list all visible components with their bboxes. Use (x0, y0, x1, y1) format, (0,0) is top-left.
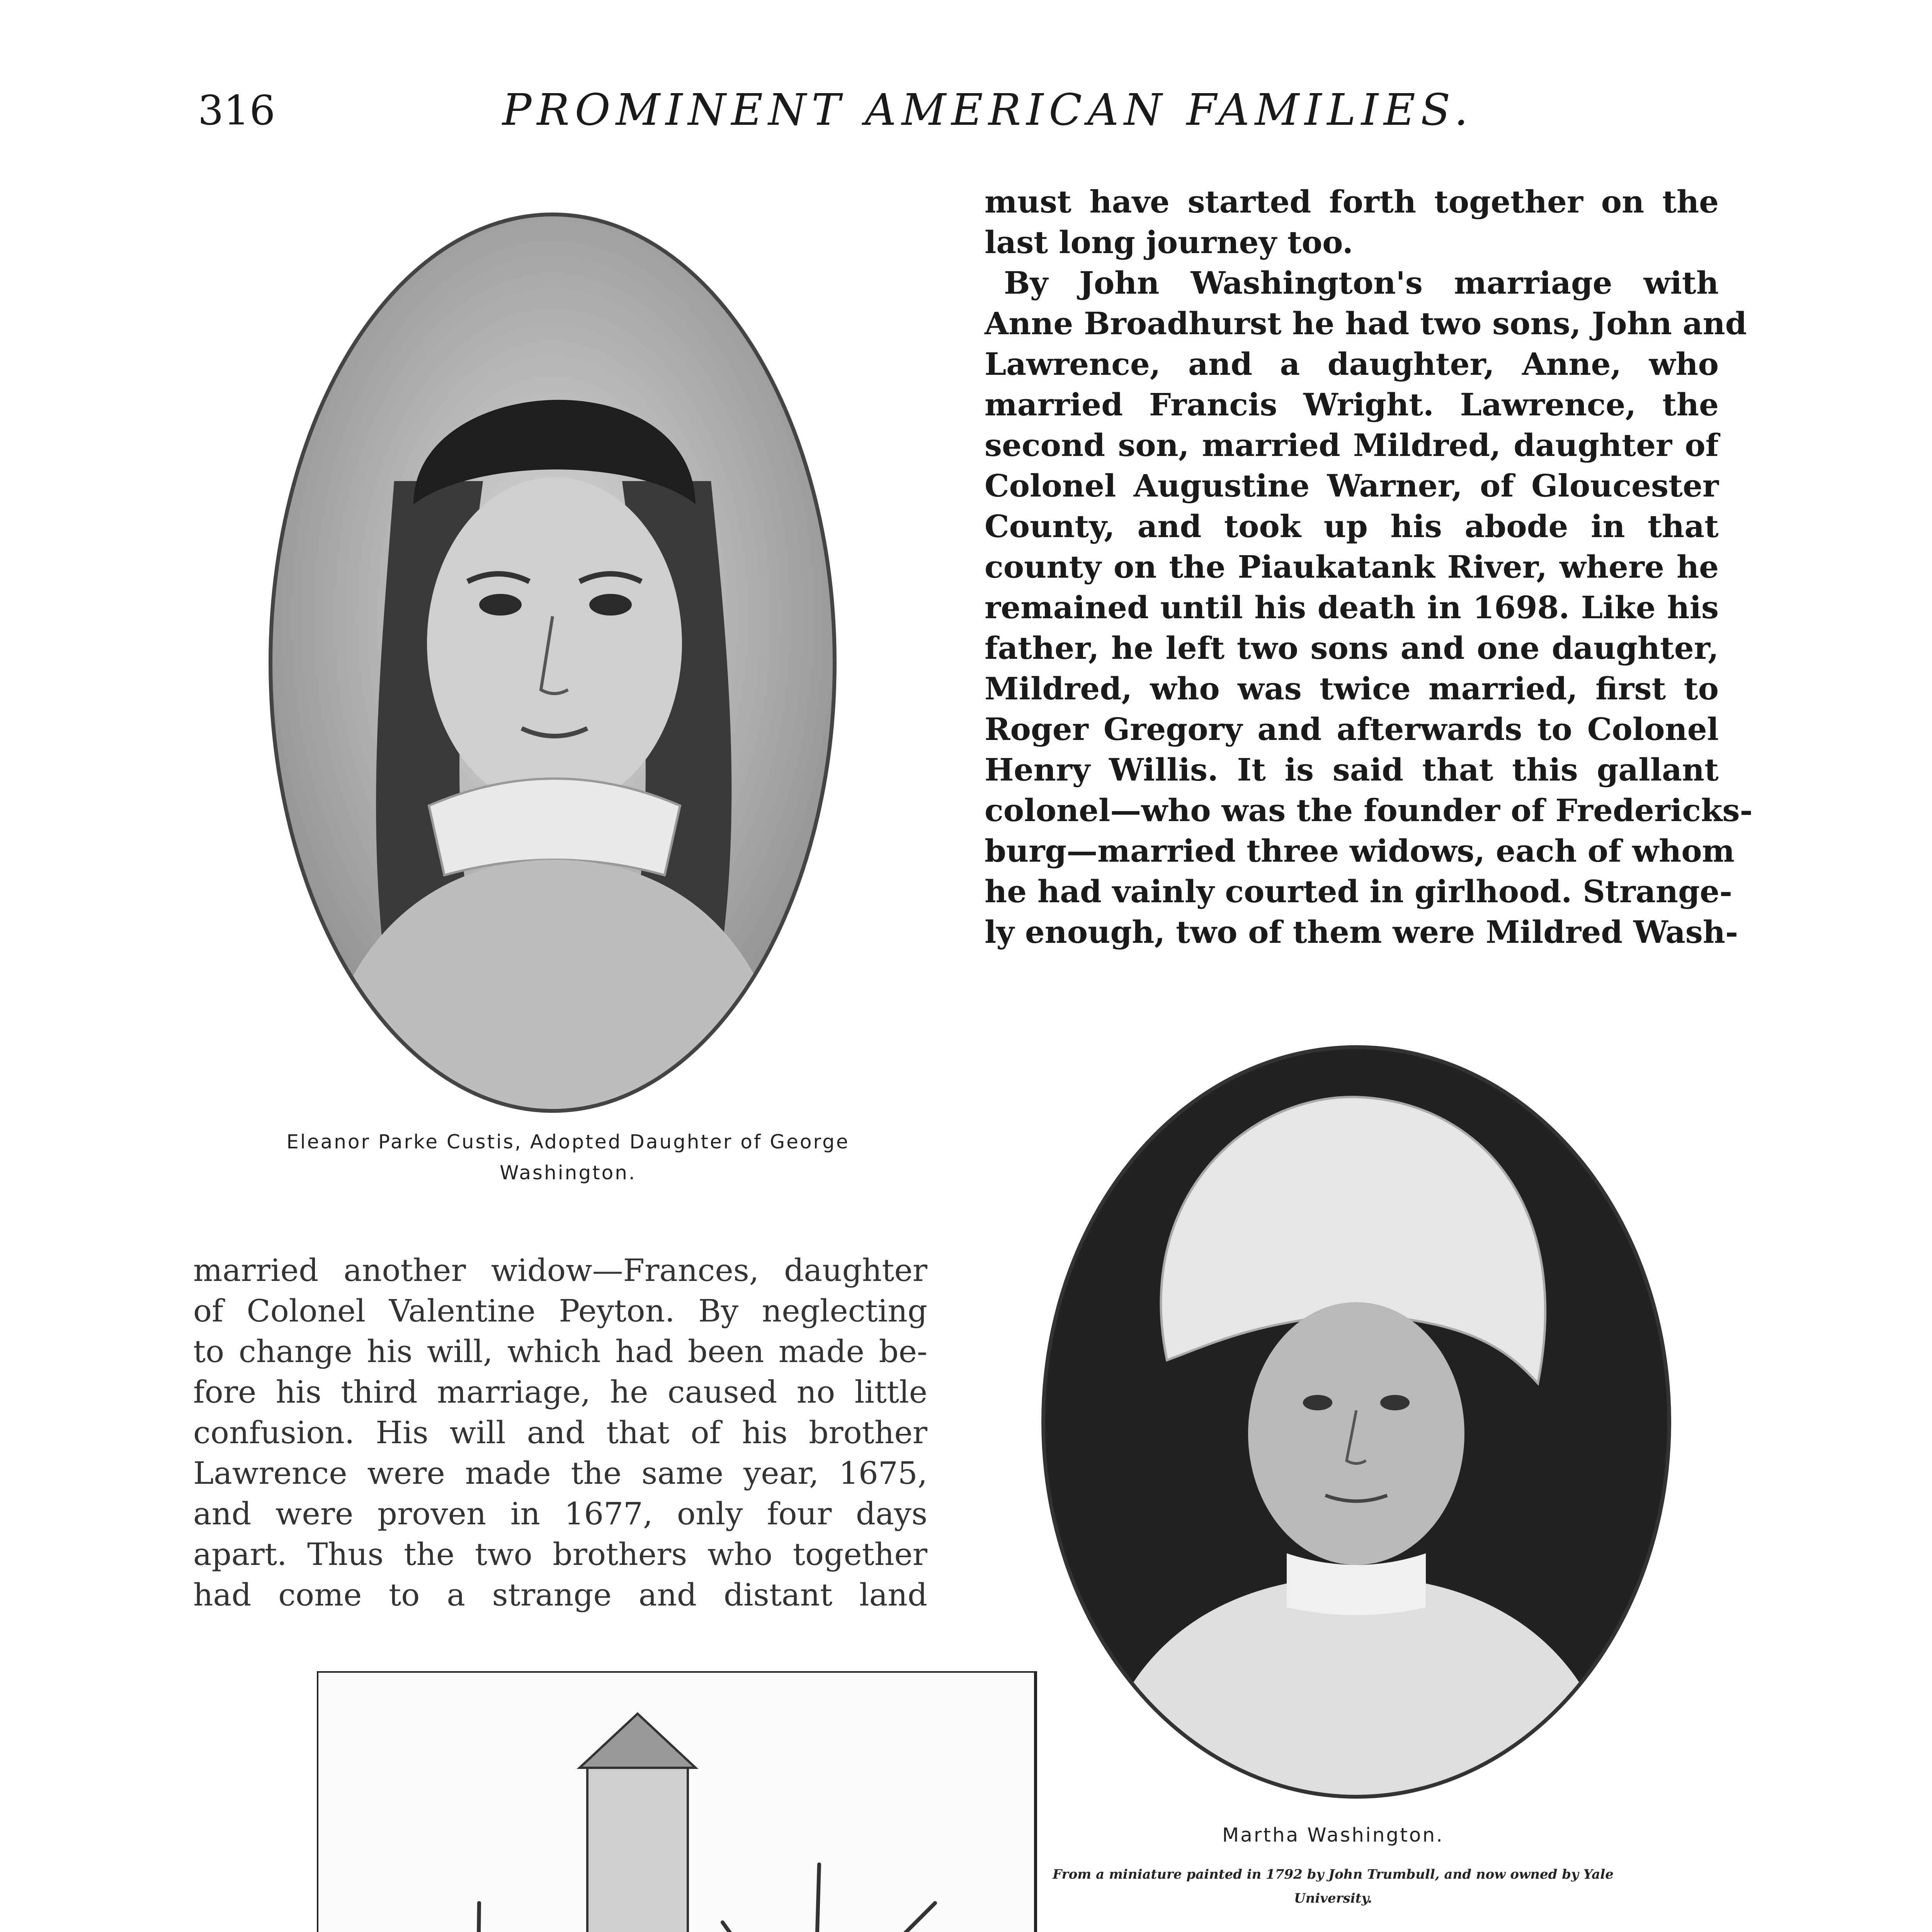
text-line: Henry Willis. It is said that this gallant (985, 752, 1719, 788)
text-line: he had vainly courted in girlhood. Strange- (985, 873, 1733, 910)
text-line: of Colonel Valentine Peyton. By neglecting (193, 1293, 927, 1329)
text-line: second son, married Mildred, daughter of (985, 427, 1719, 463)
eleanor-portrait-caption: Eleanor Parke Custis, Adopted Daughter of George Washington. (286, 1131, 850, 1184)
text-line: ly enough, two of them were Mildred Wash- (985, 914, 1738, 950)
text-line: Mildred, who was twice married, first to (985, 670, 1719, 707)
eleanor-custis-portrait (267, 211, 838, 1115)
text-line: must have started forth together on the (985, 184, 1719, 220)
text-line: to change his will, which had been made be- (193, 1333, 927, 1369)
text-line: married another widow—Frances, daughter (193, 1252, 927, 1288)
text-line: colonel—who was the founder of Fredericks- (985, 792, 1753, 828)
text-line: County, and took up his abode in that (985, 508, 1719, 544)
text-line: county on the Piaukatank River, where he (985, 549, 1719, 585)
page-number: 316 (198, 87, 276, 134)
text-line: father, he left two sons and one daughter, (985, 630, 1719, 666)
text-line: last long journey too. (985, 224, 1353, 260)
running-title: PROMINENT AMERICAN FAMILIES. (502, 85, 1474, 135)
text-line: burg—married three widows, each of whom (985, 833, 1735, 869)
text-line: apart. Thus the two brothers who together (193, 1536, 927, 1572)
christ-church-illustration (317, 1671, 1619, 1932)
text-line: confusion. His will and that of his brother (193, 1415, 927, 1451)
martha-portrait-credit: From a miniature painted in 1792 by John Trumbull, and now owned by Yale University. (1053, 1867, 1614, 1906)
right-column-text (985, 182, 1753, 952)
text-line: remained until his death in 1698. Like his (985, 589, 1719, 626)
text-line: Colonel Augustine Warner, of Gloucester (985, 468, 1719, 504)
text-line: Lawrence, and a daughter, Anne, who (985, 346, 1719, 382)
text-line: had come to a strange and distant land (193, 1577, 927, 1613)
text-line: and were proven in 1677, only four days (193, 1496, 927, 1532)
text-line: Roger Gregory and afterwards to Colonel (985, 711, 1719, 747)
text-line: Lawrence were made the same year, 1675, (193, 1455, 927, 1491)
text-line: fore his third marriage, he caused no little (193, 1374, 927, 1410)
text-line: married Francis Wright. Lawrence, the (985, 386, 1719, 423)
martha-portrait-caption: Martha Washington. (1222, 1824, 1444, 1846)
text-line: Anne Broadhurst he had two sons, John and (985, 305, 1747, 342)
left-column-text (193, 1250, 927, 1615)
text-line: By John Washington's marriage with (1004, 265, 1719, 301)
